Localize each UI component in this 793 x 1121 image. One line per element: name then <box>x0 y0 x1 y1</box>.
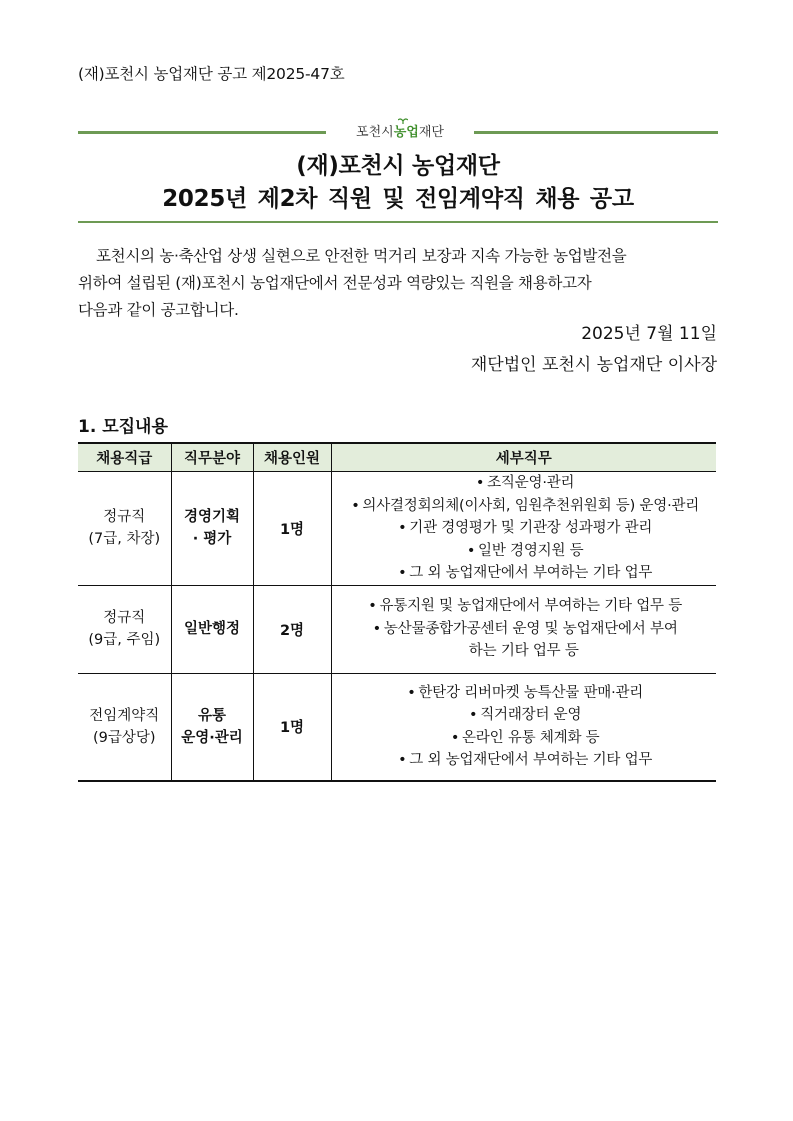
table-row <box>78 472 716 586</box>
foundation-logo <box>340 121 460 140</box>
duty-item: • 의사결정회의체(이사회, 임원추천위원회 등) 운영·관리 <box>332 495 717 518</box>
duty-item: • 온라인 유통 체계화 등 <box>332 727 717 750</box>
duty-item: • 조직운영·관리 <box>332 472 717 495</box>
headcount-cell: 1명 <box>253 673 331 781</box>
field-label: 유통 <box>197 707 226 724</box>
intro-line: 다음과 같이 공고합니다. <box>78 301 239 319</box>
headcount-cell: 1명 <box>253 472 331 586</box>
section-title: 1. 모집내용 <box>78 417 168 437</box>
table-row <box>78 585 716 673</box>
banner-line-left <box>78 131 326 134</box>
position-cell <box>78 472 171 586</box>
notice-date: 2025년 7월 11일 <box>581 324 717 344</box>
logo-prefix: 포천시 <box>356 125 394 140</box>
duty-continuation: 하는 기타 업무 등 <box>468 643 579 660</box>
duty-item: • 유통지원 및 농업재단에서 부여하는 기타 업무 등 <box>332 595 717 618</box>
bullet-icon: • <box>351 497 360 514</box>
title-underline <box>78 221 718 223</box>
duty-item: • 직거래장터 운영 <box>332 704 717 727</box>
logo-highlight: 농업 <box>394 125 419 140</box>
field-label: · 평가 <box>192 531 232 548</box>
table-header-row <box>78 443 716 472</box>
sprout-icon <box>398 118 408 124</box>
field-label: 일반행정 <box>183 621 241 637</box>
header-banner <box>78 121 718 143</box>
bullet-icon: • <box>475 475 485 491</box>
banner-line-right <box>474 131 718 134</box>
position-label: 정규직 <box>103 509 146 526</box>
intro-paragraph <box>78 243 718 324</box>
bullet-icon: • <box>398 565 407 581</box>
bullet-icon: • <box>368 598 377 615</box>
duty-item: • 그 외 농업재단에서 부여하는 기타 업무 <box>332 749 717 772</box>
recruitment-table <box>78 442 716 782</box>
field-cell <box>171 472 253 586</box>
bullet-icon: • <box>466 542 476 559</box>
header-cell: 세부직무 <box>331 443 716 472</box>
duty-item: • 일반 경영지원 등 <box>332 540 717 563</box>
title-line2: 2025년 제2차 직원 및 전임계약직 채용 공고 <box>162 186 634 212</box>
position-label: 정규직 <box>103 610 146 626</box>
duties-cell <box>331 673 716 781</box>
header-cell: 채용직급 <box>78 443 171 472</box>
bullet-icon: • <box>372 620 382 637</box>
duty-item: • 그 외 농업재단에서 부여하는 기타 업무 <box>332 562 717 585</box>
duties-cell <box>331 472 716 586</box>
table-row <box>78 673 716 781</box>
duty-item: • 농산물종합가공센터 운영 및 농업재단에서 부여 하는 기타 업무 등 <box>332 618 717 663</box>
duty-item: • 기관 경영평가 및 기관장 성과평가 관리 <box>332 517 717 540</box>
headcount-cell: 2명 <box>253 585 331 673</box>
field-cell <box>171 673 253 781</box>
header-cell: 직무분야 <box>171 443 253 472</box>
field-cell <box>171 585 253 673</box>
field-label: 운영·관리 <box>181 729 243 746</box>
bullet-icon: • <box>450 729 460 746</box>
position-cell <box>78 585 171 673</box>
position-cell <box>78 673 171 781</box>
field-label: 경영기획 <box>183 509 241 526</box>
position-grade: (9급, 주임) <box>88 632 161 648</box>
header-cell: 채용인원 <box>253 443 331 472</box>
intro-line: 위하여 설립된 (재)포천시 농업재단에서 전문성과 역량있는 직원을 채용하고자 <box>78 274 592 292</box>
intro-line: 포천시의 농·축산업 상생 실현으로 안전한 먹거리 보장과 지속 가능한 농업발전을 <box>96 247 627 265</box>
duty-item: • 한탄강 리버마켓 농특산물 판매·관리 <box>332 682 717 705</box>
bullet-icon: • <box>407 684 416 701</box>
position-label: 전임계약직 <box>89 707 160 724</box>
notice-number: (재)포천시 농업재단 공고 제2025-47호 <box>78 65 345 83</box>
bullet-icon: • <box>398 520 407 536</box>
title-line1: (재)포천시 농업재단 <box>296 153 500 179</box>
bullet-icon: • <box>469 707 478 724</box>
position-grade: (9급상당) <box>92 729 156 746</box>
title-block <box>78 150 718 216</box>
position-grade: (7급, 차장) <box>88 531 161 548</box>
bullet-icon: • <box>398 752 407 769</box>
logo-suffix: 재단 <box>418 125 444 140</box>
duties-cell <box>331 585 716 673</box>
issuer: 재단법인 포천시 농업재단 이사장 <box>470 355 717 375</box>
